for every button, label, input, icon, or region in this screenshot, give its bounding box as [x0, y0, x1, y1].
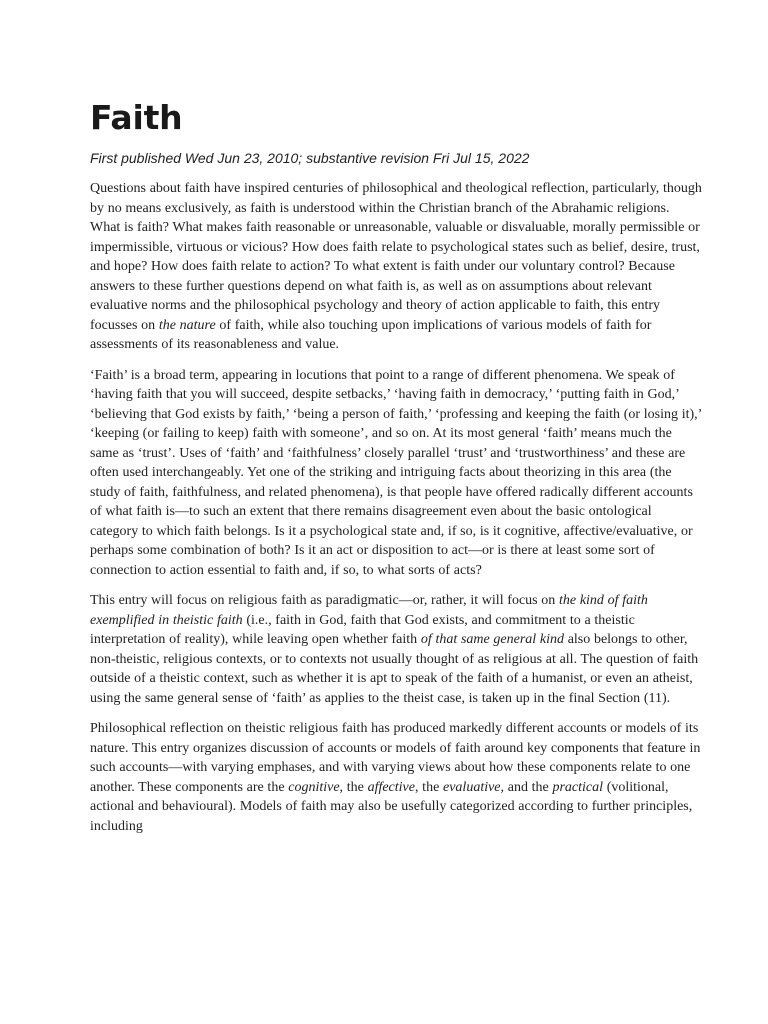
- emphasis-text: evaluative,: [443, 779, 505, 795]
- text-run: Questions about faith have inspired centuries of philosophical and theological reflection, particularly, though by no means exclusively, as faith is understood within the Christian branch of the Abrahamic religions. What is faith? What makes faith reasonable or unreasonable, valuable or disvaluable, morally permissible or impermissible, virtuous or vicious? How does faith relate to psychological states such as belief, desire, trust, and hope? How does faith relate to action? To what extent is faith under our voluntary control? Because answers to these further questions depend on what faith is, as well as on assumptions about relevant evaluative norms and the philosophical psychology and theory of action applicable to faith, this entry focusses on: [90, 181, 702, 333]
- text-run: (volitional, actional and behavioural). Models of faith may also be usefully categorized according to further principles, including: [90, 779, 693, 834]
- emphasis-text: of that same general kind: [420, 632, 564, 647]
- text-run: also belongs to other, non-theistic, religious contexts, or to contexts not usually thought of as religious at all. The question of faith outside of a theistic context, such as whether it is apt to speak of the faith of a humanist, or even an atheist, using the same general sense of ‘faith’ as applies to the theist case, is taken up in the final Section (11).: [90, 632, 699, 706]
- text-run: (i.e., faith in God, faith that God exists, and commitment to a theistic interpretation of reality), while leaving open whether faith: [90, 612, 635, 647]
- article-body: [90, 179, 702, 836]
- page-title: Faith: [90, 98, 183, 137]
- paragraph: [90, 366, 702, 581]
- paragraph: [90, 179, 702, 355]
- text-run: ‘Faith’ is a broad term, appearing in locutions that point to a range of different phenomena. We speak of ‘having faith that you will succeed, despite setbacks,’ ‘having faith in democracy,’ ‘putting faith in God,’ ‘believing that God exists by faith,’ ‘being a person of faith,’ ‘professing and keeping the faith (or losing it),’ ‘keeping (or failing to keep) faith with someone’, and so on. At its most general ‘faith’ means much the same as ‘trust’. Uses of ‘faith’ and ‘faithfulness’ closely parallel ‘trust’ and ‘trustworthiness’ and these are often used interchangeably. Yet one of the striking and intriguing facts about theorizing in this area (the study of faith, faithfulness, and related phenomena), is that people have offered radically different accounts of what faith is—to such an extent that there remains disagreement even about the basic ontological category to which faith belongs. Is it a psychological state and, if so, is it cognitive, affective/evaluative, or perhaps some combination of both? Is it an act or disposition to act—or is there at least some sort of connection to action essential to faith and, if so, to what sorts of acts?: [90, 367, 702, 578]
- emphasis-text: cognitive: [288, 779, 340, 795]
- paragraph: [90, 591, 702, 708]
- emphasis-text: the kind of faith exemplified in theistic faith: [90, 593, 648, 628]
- article: [90, 92, 702, 847]
- emphasis-text: affective: [367, 779, 415, 795]
- text-run: , the: [339, 779, 368, 795]
- publication-info: First published Wed Jun 23, 2010; substantive revision Fri Jul 15, 2022: [90, 150, 530, 166]
- paragraph: [90, 719, 702, 836]
- emphasis-text: practical: [552, 779, 603, 795]
- text-run: , the: [414, 779, 443, 795]
- emphasis-text: the nature: [158, 317, 216, 333]
- text-run: and the: [504, 779, 553, 795]
- text-run: This entry will focus on religious faith as paradigmatic—or, rather, it will focus on: [90, 593, 560, 608]
- text-run: of faith, while also touching upon implications of various models of faith for assessments of its reasonableness and value.: [90, 317, 652, 352]
- text-run: Philosophical reflection on theistic religious faith has produced markedly different accounts or models of its nature. This entry organizes discussion of accounts or models of faith around key components that feature in such accounts—with varying emphases, and with varying views about how these components relate to one another. These components are the: [90, 721, 701, 795]
